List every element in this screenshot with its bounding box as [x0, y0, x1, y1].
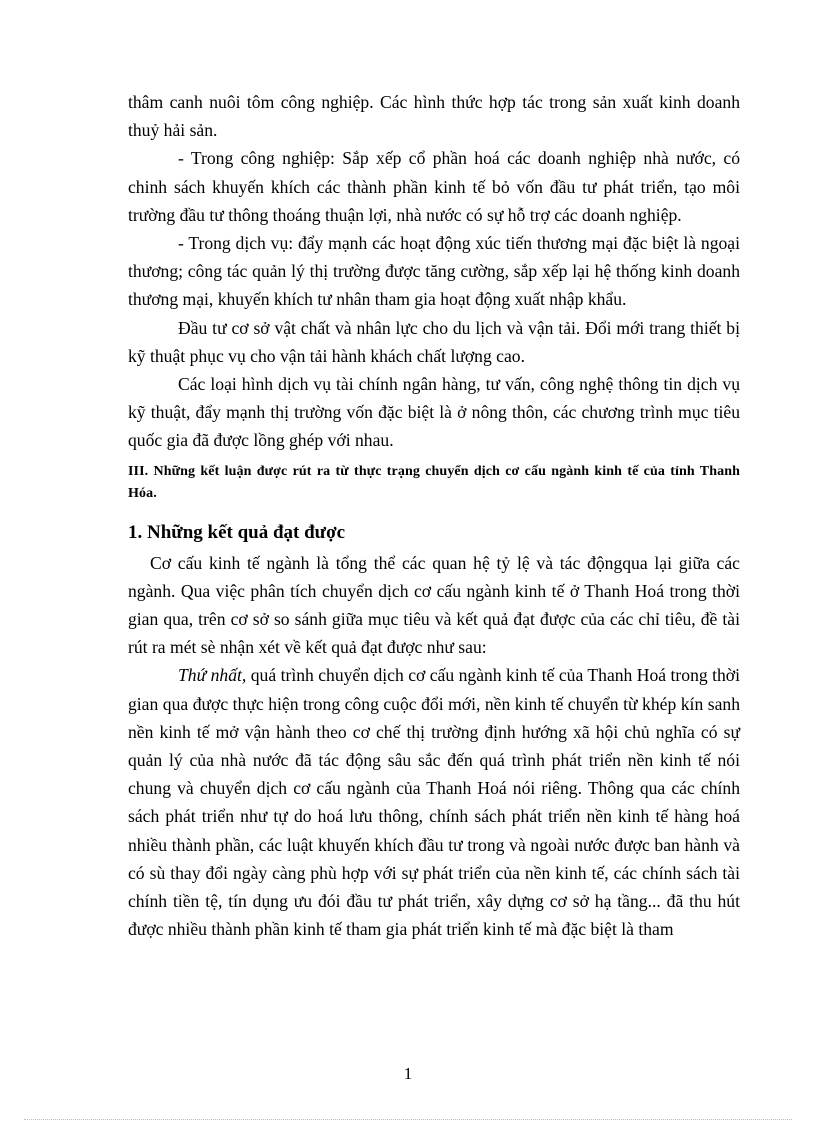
subheading: 1. Những kết quả đạt được	[128, 521, 346, 543]
paragraph-finance: Các loại hình dịch vụ tài chính ngân hàng, tư vấn, công nghệ thông tin dịch vụ kỹ thuật, đẩy mạnh thị trường vốn đặc biệt là ở nông thôn, các chương trình mục tiêu quốc gia đã được lồng ghép với nhau.	[128, 374, 740, 451]
page-number: 1	[403, 1064, 413, 1083]
page-bottom-divider	[24, 1119, 792, 1120]
first-point-lead: Thứ nhất,	[178, 665, 247, 686]
paragraph-industry: - Trong công nghiệp: Sắp xếp cổ phần hoá các doanh nghiệp nhà nước, có chinh sách khuyến khích các thành phần kinh tế bỏ vốn đầu tư phát triển, tạo môi trường đầu tư thông thoáng thuận lợi, nhà nước có sự hỗ trợ các doanh nghiệp.	[128, 148, 740, 225]
section-heading: III. Những kết luận được rút ra từ thực trạng chuyển dịch cơ cấu ngành kinh tế của tỉnh Thanh Hóa.	[128, 463, 740, 501]
paragraph-services: - Trong dịch vụ: đẩy mạnh các hoạt động xúc tiến thương mại đặc biệt là ngoại thương; công tác quản lý thị trường được tăng cường, sắp xếp lại hệ thống kinh doanh thương mại, khuyến khích tư nhân tham gia hoạt động xuất nhập khẩu.	[128, 233, 740, 310]
paragraph-tourism-transport: Đầu tư cơ sở vật chất và nhân lực cho du lịch và vận tải. Đổi mới trang thiết bị kỹ thuật phục vụ cho vận tải hành khách chất lượng cao.	[128, 317, 740, 366]
first-point-text: quá trình chuyển dịch cơ cấu ngành kinh tế của Thanh Hoá trong thời gian qua được thực hiện trong công cuộc đổi mới, nền kinh tế chuyển từ khép kín sanh nền kinh tế mở vận hành theo cơ chế thị trường định hướng xã hội chủ nghĩa có sự quản lý của nhà nước đã tác động sâu sắc đến quá trình phát triển nền kinh tế nói chung và chuyển dịch cơ cấu ngành của Thanh Hoá nói riêng. Thông qua các chính sách phát triển như tự do hoá lưu thông, chính sách phát triển nền kinh tế hàng hoá nhiều thành phần, các luật khuyến khích đầu tư trong và ngoài nước được ban hành và có sù thay đổi ngày càng phù hợp với sự phát triển của nền kinh tế, các chính sách tài chính tiền tệ, tín dụng ưu đói đầu tư phát triển, xây dựng cơ sở hạ tầng... đã thu hút được nhiều thành phần kinh tế tham gia phát triển kinh tế mà đặc biệt là tham	[128, 665, 740, 940]
paragraph-aquaculture: thâm canh nuôi tôm công nghiệp. Các hình thức hợp tác trong sản xuất kinh doanh thuỷ hải sản.	[128, 92, 740, 141]
page-content	[128, 88, 740, 943]
paragraph-structure-overview: Cơ cấu kinh tế ngành là tổng thể các quan hệ tỷ lệ và tác độngqua lại giữa các ngành. Qua việc phân tích chuyển dịch cơ cấu ngành kinh tế ở Thanh Hoá trong thời gian qua, trên cơ sở so sánh giữa mục tiêu và kết quả đạt được của các chỉ tiêu, đề tài rút ra mét sè nhận xét về kết quả đạt được như sau:	[128, 552, 740, 658]
paragraph-first-point	[128, 661, 740, 943]
